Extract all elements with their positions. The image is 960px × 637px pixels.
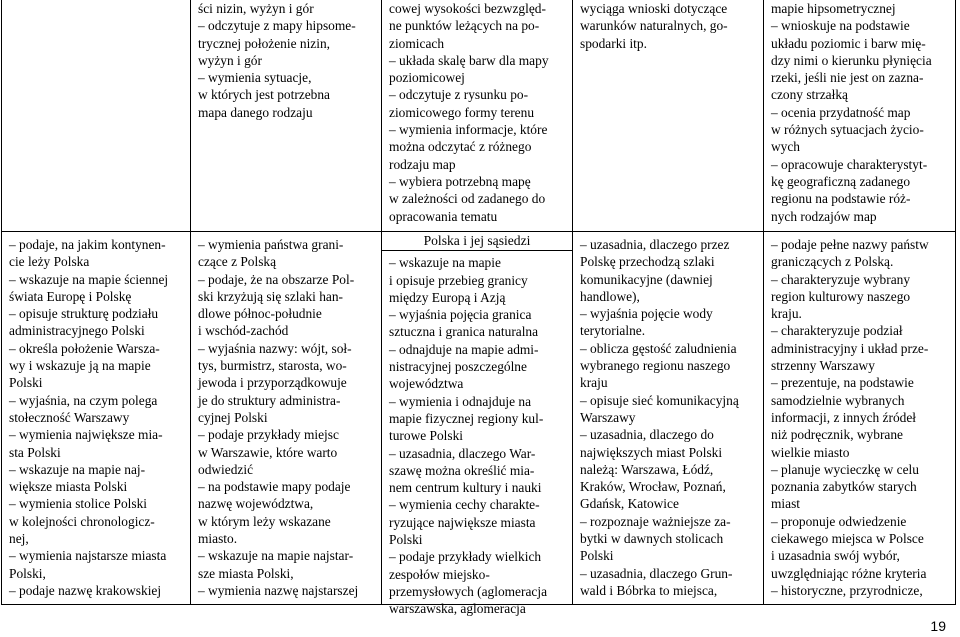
text-line: – wymienia sytuacje, [198,70,312,86]
text-line: rodzaju map [389,156,456,172]
text-line: – odczytuje z mapy hipsome- [198,18,356,34]
text-line: cie leży Polska [9,254,90,270]
text-line: opracowania tematu [389,208,498,224]
text-line: cowej wysokości bezwzględ- [389,1,546,16]
text-line: miasto. [198,531,238,547]
text-line: – wskazuje na mapie najstar- [198,548,354,564]
table-cell-r0-c3 [573,0,764,232]
text-line: Polski, [9,565,46,581]
section-heading: Polska i jej sąsiedzi [382,232,572,251]
text-line: – wskazuje na mapie naj- [9,461,146,477]
text-line: poznania zabytków starych [771,479,917,495]
text-line: – wymienia cechy charakte- [389,497,540,513]
text-line: zespołów miejsko- [389,566,490,582]
text-line: – wymienia i odnajduje na [389,393,532,409]
text-line: graniczących z Polską. [771,254,894,270]
text-line: region kulturowy naszego [771,288,911,304]
text-line: w których jest potrzebna [198,87,331,103]
text-line: – wskazuje na mapie ściennej [9,271,169,287]
table-cell-r1-c4 [764,232,956,605]
text-line: – podaje pełne nazwy państw [771,237,929,252]
text-line: poziomicowej [389,70,465,86]
text-line: – charakteryzuje podział [771,323,903,339]
text-line: wyżyn i gór [198,52,262,68]
text-line: Gdańsk, Katowice [580,496,679,512]
text-line: wald i Bóbrka to miejsca, [580,582,718,598]
text-line: stołeczność Warszawy [9,409,130,425]
text-line: – podaje przykłady wielkich [389,549,542,565]
text-line: – wyjaśnia, na czym polega [9,392,158,408]
text-line: czące z Polską [198,254,277,270]
text-line: turowe Polski [389,428,464,444]
text-line: regionu na podstawie róż- [771,191,911,207]
text-line: sztuczna i granica naturalna [389,324,539,340]
text-line: układu poziomic i barw mię- [771,35,926,51]
text-line: w kolejności chronologicz- [9,513,155,529]
text-line: – uzasadnia, dlaczego Grun- [580,565,733,581]
table-cell-r1-c3 [573,232,764,605]
table-cell-r0-c4 [764,0,956,232]
text-line: ciekawego miejsca w Polsce [771,531,924,547]
text-line: – wnioskuje na podstawie [771,18,910,34]
text-line: mapa danego rodzaju [198,104,313,120]
table-cell-r0-c0 [1,0,191,232]
text-line: – wymienia informacje, które [389,122,548,138]
text-line: niż podręcznik, wybrane [771,427,903,443]
text-line: dzy nimi o kierunku płynięcia [771,52,932,68]
text-line: ne punktów leżących na po- [389,18,540,34]
text-line: – podaje nazwę krakowskiej [9,582,162,598]
text-line: – podaje przykłady miejsc [198,427,339,443]
table-cell-r1-c2 [382,232,573,617]
table-cell-r1-c1 [191,232,382,605]
text-line: – proponuje odwiedzenie [771,513,907,529]
text-line: wyciąga wnioski dotyczące [580,1,728,16]
text-line: – ocenia przydatność map [771,104,911,120]
text-line: Polskę przechodzą szlaki [580,254,715,270]
text-line: kraju [580,375,608,391]
text-line: nej, [9,531,29,547]
text-line: ski krzyżują się szlaki han- [198,288,344,304]
text-line: Kraków, Wrocław, Poznań, [580,479,726,495]
text-line: w którym leży wskazane [198,513,331,529]
text-line: – opisuje strukturę podziału [9,306,159,322]
text-line: jewoda i przyporządkowuje [198,375,347,391]
text-line: – określa położenie Warsza- [9,340,160,356]
text-line: – charakteryzuje wybrany [771,271,911,287]
text-line: świata Europę i Polskę [9,288,132,304]
text-line: wybranego regionu naszego [580,358,731,374]
text-line: – prezentuje, na podstawie [771,375,914,391]
text-line: – wymienia państwa grani- [198,237,344,252]
text-line: wych [771,139,801,155]
text-line: – podaje, na jakim kontynen- [9,237,166,252]
text-line: administracyjnego Polski [9,323,145,339]
text-line: miast [771,496,801,512]
page-number: 19 [930,618,946,634]
text-line: sze miasta Polski, [198,565,294,581]
text-line: w zależności od zadanego do [389,191,546,207]
text-line: ziomicach [389,35,445,51]
text-line: rzeki, jeśli nie jest on zazna- [771,70,924,86]
text-line: handlowe), [580,288,640,304]
text-line: – wyjaśnia pojęcie wody [580,306,713,322]
text-line: bytki w dawnych stolicach [580,531,724,547]
text-line: informacji, z innych źródeł [771,409,917,425]
text-line: nem centrum kultury i nauki [389,480,542,496]
text-line: strzenny Warszawy [771,358,875,374]
text-line: warszawska, aglomeracja [389,601,526,617]
text-line: ziomicowego formy terenu [389,104,535,120]
text-line: – wybiera potrzebną mapę [389,173,531,189]
text-line: – odczytuje z rysunku po- [389,87,529,103]
text-line: wielkie miasto [771,444,850,460]
text-line: cyjnej Polski [198,409,268,425]
table-cell-r0-c2 [382,0,573,232]
text-line: i uzasadnia swój wybór, [771,548,900,564]
text-line: – na podstawie mapy podaje [198,479,351,495]
text-line: – uzasadnia, dlaczego przez [580,237,730,252]
text-line: – wymienia nazwę najstarszej [198,582,359,598]
text-line: ryzujące największe miasta [389,514,536,530]
text-line: – planuje wycieczkę w celu [771,461,919,477]
text-line: – opracowuje charakterystyt- [771,156,928,172]
text-line: – wyjaśnia nazwy: wójt, soł- [198,340,352,356]
text-line: administracyjny i układ prze- [771,340,929,356]
text-line: kraju. [771,306,802,322]
text-line: trycznej położenie nizin, [198,35,330,51]
text-line: kę geograficzną zadanego [771,173,911,189]
text-line: szawę można określić mia- [389,462,535,478]
text-line: – wyjaśnia pojęcia granica [389,307,532,323]
text-line: i opisuje przebieg granicy [389,272,528,288]
text-line: w różnych sytuacjach życio- [771,122,924,138]
text-line: sta Polski [9,444,61,460]
text-line: między Europą i Azją [389,289,506,305]
text-line: tys, burmistrz, starosta, wo- [198,358,347,374]
text-line: – opisuje sieć komunikacyjną [580,392,739,408]
text-line: – podaje, że na obszarze Pol- [198,271,355,287]
text-line: – uzasadnia, dlaczego do [580,427,714,443]
text-line: komunikacyjne (dawniej [580,271,713,287]
text-line: – odnajduje na mapie admi- [389,341,539,357]
text-line: uwzględniając różne kryteria [771,565,927,581]
text-line: dlowe północ-południe [198,306,322,322]
text-line: nazwę województwa, [198,496,314,512]
text-line: – wymienia największe mia- [9,427,163,443]
text-line: ści nizin, wyżyn i gór [198,1,314,16]
text-line: można odczytać z różnego [389,139,532,155]
text-line: wy i wskazuje ją na mapie [9,358,151,374]
text-line: województwa [389,376,464,392]
text-line: odwiedzić [198,461,254,477]
text-line: czony strzałką [771,87,848,103]
text-line: Polski [9,375,43,391]
text-line: – oblicza gęstość zaludnienia [580,340,737,356]
text-line: Polski [389,532,423,548]
text-line: Polski [580,548,614,564]
text-line: je do struktury administra- [198,392,341,408]
text-line: – wskazuje na mapie [389,255,501,271]
text-line: spodarki itp. [580,35,647,51]
text-line: nych rodzajów map [771,208,877,224]
table-cell-r1-c0 [1,232,191,605]
text-line: – rozpoznaje ważniejsze za- [580,513,731,529]
text-line: – wymienia najstarsze miasta [9,548,167,564]
text-line: mapie hipsometrycznej [771,1,896,16]
text-line: warunków naturalnych, go- [580,18,728,34]
text-line: – historyczne, przyrodnicze, [771,582,923,598]
text-line: w Warszawie, które warto [198,444,338,460]
text-line: – układa skalę barw dla mapy [389,52,549,68]
text-line: należą: Warszawa, Łódź, [580,461,714,477]
text-line: – uzasadnia, dlaczego War- [389,445,536,461]
text-line: terytorialne. [580,323,646,339]
text-line: – wymienia stolice Polski [9,496,147,512]
text-line: mapie fizycznej regiony kul- [389,410,544,426]
text-line: największych miast Polski [580,444,723,460]
text-line: Warszawy [580,409,636,425]
text-line: nistracyjnej poszczególne [389,359,527,375]
requirements-table [1,0,956,617]
table-cell-r0-c1 [191,0,382,232]
text-line: większe miasta Polski [9,479,128,495]
text-line: przemysłowych (aglomeracja [389,583,548,599]
text-line: i wschód-zachód [198,323,289,339]
text-line: samodzielnie wybranych [771,392,905,408]
